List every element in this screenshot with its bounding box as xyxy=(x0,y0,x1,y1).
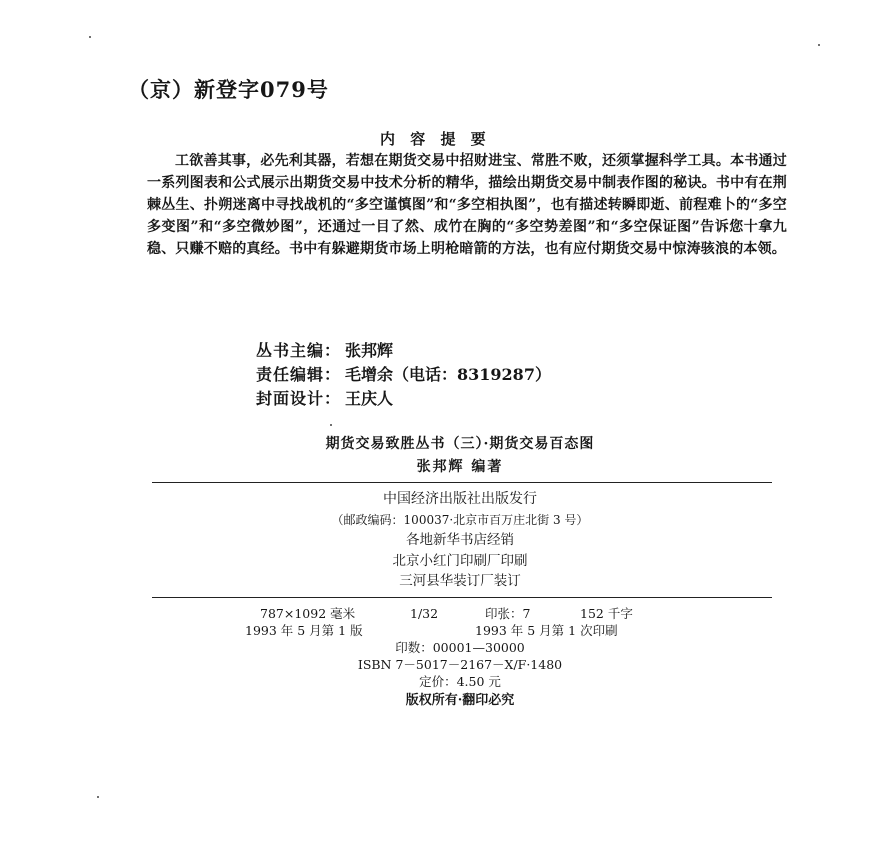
print-run: 印数：00001—30000 xyxy=(395,640,525,655)
folio: 1/32 xyxy=(410,606,439,621)
series-title: 期货交易致胜丛书（三）·期货交易百态图 xyxy=(325,436,595,452)
printing-info: 1993 年 5 月第 1 次印刷 xyxy=(475,623,618,638)
author-line: 张邦辉 编著 xyxy=(416,459,504,475)
scan-speck xyxy=(89,36,91,38)
word-count: 152 千字 xyxy=(580,606,633,621)
registration-number: （京）新登字079号 xyxy=(128,77,329,102)
scan-speck xyxy=(330,424,332,426)
credit-label: 责任编辑： xyxy=(256,365,342,384)
summary-text: 工欲善其事，必先利其器，若想在期货交易中招财进宝、常胜不败，还须掌握科学工具。本书通过一系列图表和公式展示出期货交易中技术分析的精华，描绘出期货交易中制表作图的秘诀。书中有在荆棘丛生、扑朔迷离中寻找战机的“多空谨慎图”和“多空相执图”，也有描述转瞬即逝、前程难卜的“多空多变图”和“多空微妙图”，还通过一目了然、成竹在胸的“多空势差图”和“多空保证图”告诉您十拿九稳、只赚不赔的真经。书中有躲避期货市场上明枪暗箭的方法，也有应付期货交易中惊涛骇浪的本领。 xyxy=(147,153,787,257)
credit-value: 毛增余（电话：8319287） xyxy=(345,365,551,384)
credit-value: 王庆人 xyxy=(345,389,394,408)
rights-notice: 版权所有·翻印必究 xyxy=(405,693,515,708)
printer-line: 北京小红门印刷厂印刷 xyxy=(392,552,528,569)
scan-speck xyxy=(97,796,99,798)
binder-line: 三河县华装订厂装订 xyxy=(399,573,521,589)
scan-speck xyxy=(818,44,820,46)
summary-heading: 内 容 提 要 xyxy=(380,130,491,148)
publishing-info xyxy=(150,489,770,592)
credit-responsible-editor xyxy=(256,363,551,387)
format-row xyxy=(150,605,770,622)
printed-sheets: 印张：7 xyxy=(485,606,531,621)
specifications xyxy=(150,605,770,709)
format-size: 787×1092 毫米 xyxy=(260,606,356,621)
credit-value: 张邦辉 xyxy=(345,341,394,360)
publisher-address: （邮政编码：100037·北京市百万庄北街 3 号） xyxy=(331,512,589,527)
credit-cover-design xyxy=(256,387,551,411)
edition-info: 1993 年 5 月第 1 版 xyxy=(245,623,363,638)
distributor-line: 各地新华书店经销 xyxy=(406,532,514,548)
edition-row xyxy=(150,622,770,639)
credit-label: 封面设计： xyxy=(256,389,342,408)
credits-block xyxy=(256,339,551,411)
divider-bottom xyxy=(152,597,772,598)
divider-top xyxy=(152,482,772,483)
isbn: ISBN 7－5017－2167－X/F·1480 xyxy=(357,657,563,672)
credit-series-editor xyxy=(256,339,551,363)
credit-label: 丛书主编： xyxy=(256,341,342,360)
price: 定价：4.50 元 xyxy=(419,674,501,689)
publisher-line: 中国经济出版社出版发行 xyxy=(383,491,537,507)
